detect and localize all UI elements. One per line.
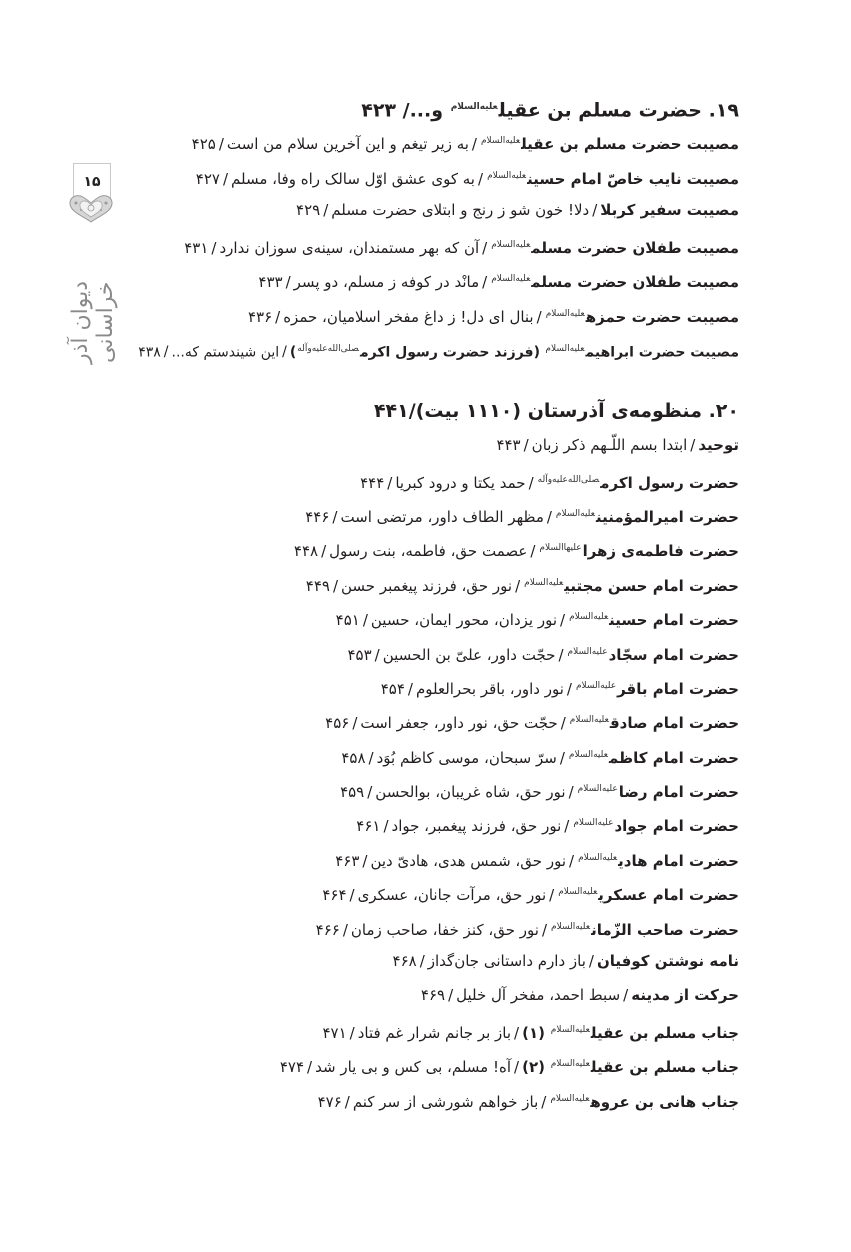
toc-entry[interactable] xyxy=(119,262,739,297)
running-title: دیوان آذر خراسانی xyxy=(68,280,118,364)
separator: / xyxy=(560,611,566,630)
entry-text: مانْد در کوفه ز مسلم، دو پسر xyxy=(293,273,480,292)
toc-entry[interactable] xyxy=(119,124,739,159)
page-number: ۱۵ xyxy=(73,163,111,200)
toc-entry[interactable] xyxy=(119,738,739,772)
entry-text: بنال ای دل! ز داغ مفخر اسلامیان، حمزه xyxy=(283,307,534,326)
separator: / xyxy=(387,473,393,492)
honorific-glyph-icon: علیه‌السلام xyxy=(550,1024,590,1035)
separator: / xyxy=(623,986,629,1005)
entry-part-number: (۲) xyxy=(522,1058,545,1077)
entry-page: ۴۲۷ xyxy=(195,169,220,188)
section-heading xyxy=(119,394,739,428)
heading-text: ۱۹. حضرت مسلم بن عقیل xyxy=(498,99,739,122)
separator: / xyxy=(222,169,229,188)
entry-text: باز خواهم شورشی از سر کنم xyxy=(352,1092,539,1111)
entry-text: باز بر جانم شرار غم فتاد xyxy=(357,1023,512,1042)
entry-title: جناب هانی بن عروه xyxy=(590,1092,739,1111)
separator: / xyxy=(344,1092,350,1111)
toc-entry[interactable] xyxy=(119,703,739,737)
entry-page: ۴۴۴ xyxy=(360,473,385,492)
entry-page: ۴۷۱ xyxy=(322,1023,347,1042)
entry-title: حضرت امام حسین xyxy=(609,611,739,630)
entry-title: جناب مسلم بن عقیل xyxy=(590,1023,739,1042)
entry-text: به زیر تیغم و این آخرین سلام من است xyxy=(226,135,469,153)
entry-title: حضرت امیرالمؤمنین xyxy=(596,507,739,526)
separator: / xyxy=(332,576,338,595)
entry-subtitle: (فرزند حضرت رسول اکرم xyxy=(359,344,540,361)
honorific-glyph-icon: علیه‌السلام xyxy=(575,680,617,691)
separator: / xyxy=(163,344,169,361)
honorific-glyph-icon: علیه‌السلام xyxy=(578,852,618,863)
entry-title: حضرت امام عسکری xyxy=(598,886,739,905)
separator: / xyxy=(592,201,598,220)
entry-text: نور حق، فرزند پیغمبر حسن xyxy=(341,576,513,595)
separator: / xyxy=(523,436,529,455)
separator: / xyxy=(285,273,291,292)
entry-page: ۴۳۶ xyxy=(247,307,273,326)
separator: / xyxy=(323,201,329,220)
entry-page: ۴۶۸ xyxy=(392,952,417,971)
honorific-glyph-icon: علیه‌السلام xyxy=(491,274,531,285)
entry-title: نامه نوشتن کوفیان xyxy=(596,952,739,971)
separator: / xyxy=(419,952,425,971)
entry-page: ۴۳۱ xyxy=(184,238,209,257)
separator: / xyxy=(690,436,696,455)
separator: / xyxy=(349,1023,355,1042)
separator: / xyxy=(307,1058,313,1077)
entry-text: عصمت حق، فاطمه، بنت رسول xyxy=(329,542,528,561)
separator: / xyxy=(546,507,552,526)
entry-title: حضرت امام سجّاد xyxy=(608,645,739,664)
heading-text: ۲۰. منظومه‌ی آذرستان (۱۱۱۰ بیت) xyxy=(415,400,739,423)
separator: / xyxy=(514,1023,520,1042)
separator: / xyxy=(352,714,358,733)
entry-page: ۴۴۸ xyxy=(293,542,319,561)
entry-text: ابتدا بسم اللّـهم ذکر زبان xyxy=(531,436,688,455)
toc-entry[interactable] xyxy=(119,463,739,497)
separator: / xyxy=(367,783,373,802)
floral-ornament-icon xyxy=(67,193,115,223)
toc-entry[interactable] xyxy=(119,910,739,944)
entry-title: جناب مسلم بن عقیل xyxy=(590,1058,739,1077)
entry-text: حمد یکتا و درود کبریا xyxy=(395,473,526,492)
honorific-glyph-icon: علیه‌السلام xyxy=(550,1093,590,1104)
honorific-glyph-icon: علیه‌السلام xyxy=(551,921,591,932)
honorific-glyph-icon: صلی‌الله‌علیه‌وآله xyxy=(537,474,600,485)
entry-text: نور یزدان، محور ایمان، حسین xyxy=(370,611,558,630)
toc-entry[interactable] xyxy=(119,193,739,228)
separator: / xyxy=(218,135,224,153)
toc-entry[interactable] xyxy=(119,531,739,565)
separator: / xyxy=(349,886,355,905)
toc-entry[interactable] xyxy=(119,841,739,875)
separator: / xyxy=(211,238,217,257)
honorific-glyph-icon: علیه‌السلام xyxy=(480,136,521,146)
entry-title: حضرت امام رضا xyxy=(618,783,739,802)
separator: / xyxy=(275,307,281,326)
entry-page: ۴۳۸ xyxy=(138,344,161,361)
entry-text: به کوی عشق اوّل سالک راه وفا، مسلم xyxy=(231,169,475,188)
entry-page: ۴۵۳ xyxy=(347,645,372,664)
toc-entry[interactable] xyxy=(119,978,739,1012)
toc-entry[interactable] xyxy=(119,1047,739,1081)
toc-entry[interactable] xyxy=(119,875,739,909)
entry-page: ۴۴۶ xyxy=(305,507,330,526)
honorific-glyph-icon: علیه‌السلام xyxy=(491,239,531,250)
entry-page: ۴۴۳ xyxy=(496,436,521,455)
entry-page: ۴۷۴ xyxy=(279,1058,305,1077)
entry-title: حضرت امام حسن مجتبی xyxy=(564,576,739,595)
toc-entry[interactable] xyxy=(119,332,739,367)
entry-page: ۴۵۸ xyxy=(341,748,366,767)
honorific-glyph-icon: علیه‌السلام xyxy=(550,1059,590,1070)
separator: / xyxy=(541,1092,547,1111)
separator: / xyxy=(362,851,368,870)
separator: / xyxy=(528,473,534,492)
separator: / xyxy=(559,748,565,767)
honorific-glyph-icon: علیه‌السلام xyxy=(569,612,609,623)
toc-entry[interactable] xyxy=(119,1013,739,1047)
toc-entry[interactable] xyxy=(119,944,739,978)
entry-text: نور حق، کنز خفا، صاحب زمان xyxy=(350,920,539,939)
entry-title: حضرت امام کاظم xyxy=(608,748,739,767)
entry-page: ۴۷۶ xyxy=(317,1092,342,1111)
honorific-glyph-icon: صلی‌الله‌علیه‌وآله xyxy=(297,343,359,354)
separator: / xyxy=(564,817,570,836)
entry-title: حضرت صاحب الزّمان xyxy=(591,920,739,939)
toc-entry[interactable] xyxy=(119,635,739,669)
toc-entry[interactable] xyxy=(119,669,739,703)
toc-entry[interactable] xyxy=(119,566,739,600)
separator: / xyxy=(362,611,368,630)
entry-text: نور حق، شاه غریبان، بوالحسن xyxy=(375,783,566,802)
entry-title: حضرت امام باقر xyxy=(617,679,739,698)
entry-title: مصیبت حضرت مسلم بن عقیل xyxy=(521,135,739,153)
entry-title: حرکت از مدینه xyxy=(631,986,739,1005)
separator: / xyxy=(541,920,547,939)
entry-part-number: (۱) xyxy=(522,1023,545,1042)
entry-text: آن که بهر مستمندان، سینه‌ی سوزان ندارد xyxy=(219,238,480,257)
separator: / xyxy=(530,542,536,561)
honorific-glyph-icon: علیه‌السلام xyxy=(558,887,598,898)
separator: / xyxy=(471,135,477,153)
entry-page: ۴۶۱ xyxy=(356,817,381,836)
honorific-glyph-icon: علیه‌السلام xyxy=(577,784,618,795)
separator: / xyxy=(282,344,287,361)
toc-entry[interactable] xyxy=(119,228,739,263)
entry-page: ۴۵۱ xyxy=(335,611,360,630)
entry-page: ۴۴۹ xyxy=(305,576,330,595)
heading-page-ref: و.../ ۴۲۳ xyxy=(361,99,444,122)
entry-page: ۴۲۵ xyxy=(191,135,216,153)
separator: / xyxy=(515,576,521,595)
separator: / xyxy=(383,817,389,836)
separator: / xyxy=(588,952,594,971)
toc-entry[interactable] xyxy=(119,297,739,332)
separator: / xyxy=(568,783,574,802)
entry-text: این شیندستم که... xyxy=(171,344,280,361)
separator: / xyxy=(536,307,542,326)
entry-title: حضرت فاطمه‌ی زهرا xyxy=(582,542,739,561)
entry-page: ۴۵۹ xyxy=(340,783,365,802)
toc-entry[interactable] xyxy=(119,600,739,634)
honorific-glyph-icon: علیه‌السلام xyxy=(545,308,585,319)
toc-entry[interactable] xyxy=(119,772,739,806)
entry-title: توحید xyxy=(698,436,739,455)
separator: / xyxy=(332,507,338,526)
honorific-glyph-icon: علیه‌السلام xyxy=(567,646,608,657)
honorific-glyph-icon: علیه‌السلام xyxy=(487,170,527,181)
entry-page: ۴۵۴ xyxy=(380,679,405,698)
entry-text: آه! مسلم، بی کس و بی یار شد xyxy=(315,1058,512,1077)
toc-entry[interactable] xyxy=(119,159,739,194)
toc-section-20 xyxy=(119,394,739,1116)
honorific-glyph-icon: علیه‌السلام xyxy=(568,749,608,760)
separator: / xyxy=(514,1058,520,1077)
entry-text: سبط احمد، مفخر آل خلیل xyxy=(456,986,621,1005)
entry-text: نور حق، شمس هدی، هادیّ دین xyxy=(370,851,566,870)
entry-title: مصیبت سفیر کربلا xyxy=(600,201,739,220)
separator: / xyxy=(482,273,488,292)
separator: / xyxy=(342,920,348,939)
separator: / xyxy=(549,886,555,905)
heading-page-ref: /۴۴۱ xyxy=(373,400,416,423)
separator: / xyxy=(407,679,413,698)
entry-page: ۴۶۳ xyxy=(335,851,360,870)
entry-title: حضرت امام جواد xyxy=(614,817,739,836)
honorific-glyph-icon: علیه‌السلام xyxy=(524,577,564,588)
entry-title: مصیبت حضرت حمزه xyxy=(585,307,739,326)
toc-entry[interactable] xyxy=(119,1082,739,1116)
honorific-glyph-icon: علیه‌السلام xyxy=(545,343,585,354)
entry-text: نور حق، مرآت جانان، عسکری xyxy=(357,886,547,905)
separator: / xyxy=(569,851,575,870)
separator: / xyxy=(560,714,566,733)
section-heading xyxy=(119,90,739,124)
entry-subtitle-close: ) xyxy=(289,344,297,361)
separator: / xyxy=(321,542,327,561)
honorific-glyph-icon: علیه‌السلام xyxy=(555,508,595,519)
entry-page: ۴۶۹ xyxy=(420,986,446,1005)
entry-text: حجّت داور، علیّ بن الحسین xyxy=(382,645,556,664)
entry-title: مصیبت نایب خاصّ امام حسین xyxy=(527,169,739,188)
entry-text: باز دارم داستانی جان‌گداز xyxy=(427,952,586,971)
entry-text: دلا! خون شو ز رنج و ابتلای حضرت مسلم xyxy=(331,201,590,220)
separator: / xyxy=(478,169,484,188)
entry-title: حضرت رسول اکرم xyxy=(600,473,739,492)
entry-page: ۴۶۶ xyxy=(315,920,340,939)
entry-title: حضرت امام هادی xyxy=(618,851,739,870)
entry-page: ۴۶۴ xyxy=(322,886,347,905)
separator: / xyxy=(558,645,564,664)
separator: / xyxy=(482,238,488,257)
entry-title: حضرت امام صادق xyxy=(609,714,739,733)
table-of-contents xyxy=(119,90,739,1116)
toc-entry[interactable] xyxy=(119,428,739,462)
entry-page: ۴۵۶ xyxy=(325,714,350,733)
entry-title: مصیبت طفلان حضرت مسلم xyxy=(531,238,739,257)
entry-title: مصیبت حضرت ابراهیم xyxy=(585,344,739,361)
honorific-glyph-icon: علیه‌السلام xyxy=(569,715,609,726)
separator: / xyxy=(374,645,380,664)
entry-text: مظهر الطاف داور، مرتضی است xyxy=(340,507,544,526)
entry-text: سرّ سبحان، موسی کاظم بُوَد xyxy=(376,748,557,767)
toc-entry[interactable] xyxy=(119,806,739,840)
separator: / xyxy=(566,679,572,698)
entry-text: نور حق، فرزند پیغمبر، جواد xyxy=(391,817,562,836)
toc-entry[interactable] xyxy=(119,497,739,531)
entry-text: حجّت حق، نور داور، جعفر است xyxy=(360,714,558,733)
entry-page: ۴۲۹ xyxy=(296,201,321,220)
honorific-glyph-icon: علیه‌السلام xyxy=(450,102,498,112)
separator: / xyxy=(368,748,374,767)
toc-section-19 xyxy=(119,90,739,366)
honorific-glyph-icon: علیهاالسلام xyxy=(539,543,582,554)
separator: / xyxy=(448,986,454,1005)
section-spacer xyxy=(119,366,739,394)
entry-title: مصیبت طفلان حضرت مسلم xyxy=(531,273,739,292)
honorific-glyph-icon: علیه‌السلام xyxy=(573,818,614,829)
entry-text: نور داور، باقر بحرالعلوم xyxy=(415,679,564,698)
entry-page: ۴۳۳ xyxy=(258,273,283,292)
